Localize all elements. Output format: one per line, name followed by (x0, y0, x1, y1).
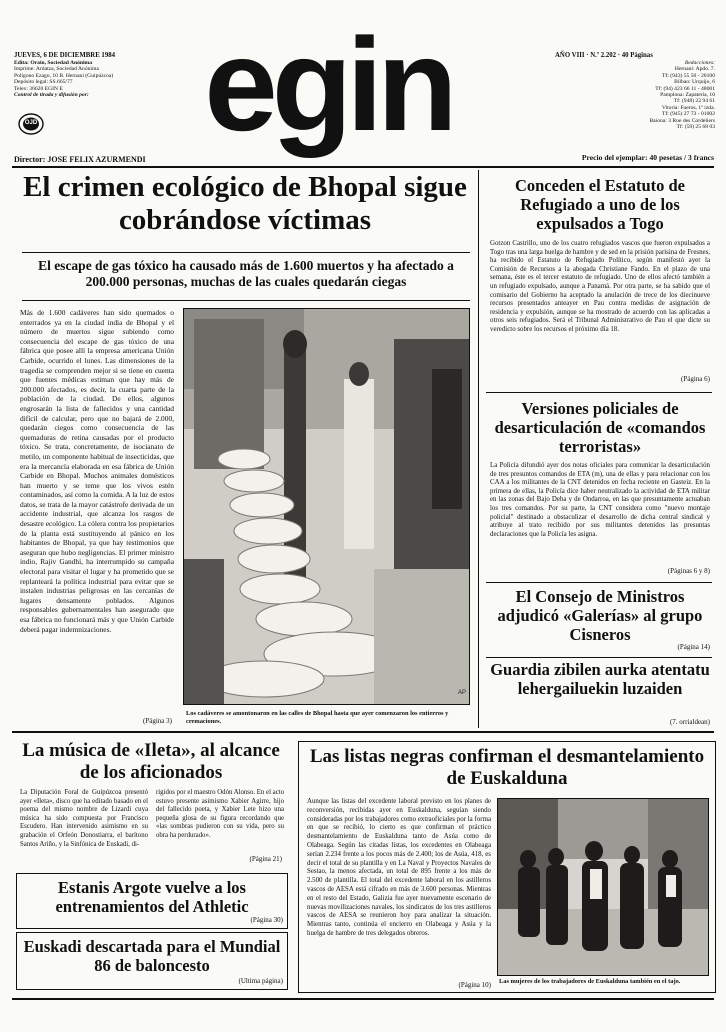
bhopal-photo (183, 308, 470, 705)
argote-box (16, 873, 288, 929)
masthead-rule (12, 166, 714, 168)
euskalduna-page-ref: (Página 10) (458, 981, 491, 989)
column-divider (478, 170, 479, 728)
galerias-page-ref: (Página 14) (677, 643, 710, 651)
euskalduna-headline: Las listas negras confirman el desmantelamiento de Euskalduna (309, 746, 705, 789)
masthead-right (555, 52, 715, 130)
policia-body: La Policía difundió ayer dos notas oficiales para comunicar la desarticulación de tres presuntos comandos de ETA (m), una de ellas y para relacionar con los CAA a los militantes de la CNT detenidos en fecha reciente en Gasteiz. En la primera de ellas, la Policía dice haber neutralizado la actividad de ETA militar en las zonas del Bajo Deba y de Ondarroa, en las que presuntamente actuaban los tres comandos. Por su parte, la CNT considera como "nuevo montaje policial" destinado a obstaculizar el desarrollo de dicha central sindical y atribuye al trato recibido por sus militantes detenidos las presuntas declaraciones que la Policía les asigna. (490, 462, 710, 538)
address-line: Tf: (948) 22 94 61 (673, 98, 715, 105)
togo-body: Gotzon Castrillo, uno de los cuatro refugiados vascos que fueron expulsados a Togo tras una larga huelga de hambre y de sed en la prisión parisina de Fresnes, ha recibido el Estatuto de Refugiado Político, según manifestó ayer la Comisión de Recursos a la abogada Christiane Fando. En el plazo de una semana, éste es el tercer estatuto de refugiado. Uno de ellos afectó también a un refugiado expulsado, aunque a Panamá. Por otra parte, se ha sabido que el comisario del Gobierno ha aceptado la anulación de trece de los diecinueve recursos presentados anteayer en Pau contra medidas de asignación de residencia y expulsión, aunque se ha mostrado de acuerdo con las aplicadas a otros seis refugiados. Será el Tribunal Administrativo de Pau el que dicte su veredicto sobre los recursos el próximo día 18. (490, 240, 710, 333)
address-line: Tf: (59) 25 68 03 (676, 124, 715, 131)
togo-headline: Conceden el Estatuto de Refugiado a uno de los expulsados a Togo (514, 176, 686, 233)
ojd-seal (18, 112, 44, 136)
mundial-headline: Euskadi descartada para el Mundial 86 de baloncesto (23, 937, 281, 975)
bhopal-caption: Los cadáveres se amontonaron en las calles de Bhopal hasta que ayer comenzaron los entierros y cremaciones. (186, 710, 449, 725)
euskalduna-photo (497, 798, 709, 976)
masthead-date: JUEVES, 6 DE DICIEMBRE 1984 (14, 52, 116, 59)
ileta-body-col2: rigidos por el maestro Odón Alonso. En el acto estuvo presente asimismo Xabier Agirre, hijo del fallecido poeta, y Xabier Lete hizo una pequeña glosa de su figura recordando que «las sombras pudieron con su vida, pero su obra ha perdurado». (156, 789, 284, 839)
director-line: Director: JOSE FELIX AZURMENDI (14, 155, 146, 164)
masthead-logo: egin (204, 11, 452, 158)
ileta-page-ref: (Página 21) (249, 855, 282, 863)
imprint-line: Telex: 36620 EGIN E (14, 85, 63, 92)
euskalduna-photo-image (498, 799, 709, 976)
lead-page-ref: (Página 3) (143, 717, 172, 725)
guardia-page-ref: (7. orrialdean) (669, 718, 710, 726)
photo-credit: AP (457, 690, 466, 696)
price-line: Precio del ejemplar: 40 pesetas / 3 francs (581, 153, 714, 162)
address-line: Tf: (94) 423 66 11 - 48001 (655, 85, 715, 92)
story-rule (486, 657, 712, 658)
bottom-rule (12, 998, 714, 1000)
address-line: Tf: (945) 27 73 - 01002 (662, 111, 715, 118)
ileta-headline: La música de «Ileta», al alcance de los aficionados (22, 740, 280, 783)
address-line: Baiona: 3 Rue des Cordeliers (649, 117, 715, 124)
euskalduna-box (298, 741, 716, 993)
bhopal-photo-image (184, 309, 470, 705)
togo-page-ref: (Página 6) (681, 375, 710, 383)
address-line: Tf: (943) 55 50 - 20100 (662, 72, 715, 79)
address-line: Hernani: Apdo. 7. (674, 66, 715, 73)
policia-page-ref: (Páginas 6 y 8) (667, 567, 710, 575)
guardia-headline: Guardia zibilen aurka atentatu lehergailuekin luzaiden (490, 660, 710, 698)
imprint-line: Edita: Orain, Sociedad Anónima (14, 60, 93, 66)
imprint-line: Polígono Ezago, 10 B. Hernani (Guipúzcoa) (14, 72, 114, 79)
address-line: Redacciones: (684, 60, 715, 66)
mundial-page-ref: (Ultima página) (238, 977, 283, 985)
address-line: Vitoria: Fueros, 1º izda. (661, 104, 715, 111)
address-line: Pamplona: Zapatería, 10 (660, 92, 715, 99)
ojd-label: OJD (24, 120, 38, 126)
ileta-body-col1: La Diputación Foral de Guipúzcoa presentó ayer «Ileta», disco que ha editado basado en el poema del mismo nombre de Lizardi cuya música ha sido compuesta por Francisco Escudero. Han intervenido asimismo en su grabación el Orfeón Donostiarra, el barítono Santos Ariño, y la Sinfónica de Euskadi, di- (20, 789, 148, 848)
imprint-line: Control de tirada y difusión por: (14, 92, 89, 99)
mundial-box (16, 932, 288, 990)
argote-headline: Estanis Argote vuelve a los entrenamientos del Athletic (55, 878, 249, 916)
galerias-headline: El Consejo de Ministros adjudicó «Galerías» al grupo Cisneros (497, 587, 703, 644)
euskalduna-body: Aunque las listas del excedente laboral previsto en los planes de reconversión, recibidas ayer en Euskalduna, seguían siendo consideradas por los trabajadores como extraoficiales por la forma en que se recibió, lo cierto es que confirman el práctico desmantelamiento de Euskalduna tanto de Asúa como de Olabeaga. Según las citadas listas, los excedentes en Olabeaga serían 2.234 frente a los pocos más de 2.400; los de Asúa, 418, es decir el total de su plantilla y en La Naval y Proyectos Navales de Sestao, la menos afectada, un total de 895 frente a los más de 2.500 de plantilla. El total del excedente laboral en los astilleros vascos de AESA está cifrado en más de 3.600 personas. Mientras en el resto del Estado, Galizia fue ayer nuevamente escenario de nuevas movilizaciones navales, los sindicatos de los tres astilleros vascos de AESA se reunieron hoy para analizar la situación. Mientras tanto, continúa el encierro en Olabeaga y Asúa y la huelga de hambre de tres delegados obreros. (307, 798, 491, 937)
lead-rule (22, 252, 470, 253)
story-rule (486, 582, 712, 583)
euskalduna-caption: Las mujeres de los trabajadores de Euskalduna también en el tajo. (499, 978, 681, 985)
masthead-imprint (14, 52, 164, 98)
lead-body: Más de 1.600 cadáveres han sido quemados o enterrados ya en la ciudad india de Bhopal y el número de muertos sigue subiendo como consecuencia del escape de gas tóxico de una fábrica que posee allí la empresa americana Unión Carbide, ocurrido el lunes. Las dimensiones de la tragedia se comprenden mejor si se tiene en cuenta que fuentes médicas estiman que hay más de 200.000 afectados, es decir, la cuarta parte de la población de la ciudad. De ellos, algunos engrosarán la lista de fallecidos y una cantidad difícil de calcular, pero que no bajará de 2.000, quedarán ciegos como consecuencia de las quemaduras de retina causadas por el producto tóxico. Se trata, concretamente, de isocianato de metilo, un componente habitual de insecticidas, que era la mercancía elaborada en esa fábrica de Unión Carbide en Bhopal. Muchos animales domésticos han muerto y se teme que los vivos estén contaminados, así como la comida. A la luz de estos datos, se trata de la mayor catástrofe derivada de un accidente industrial, que alcanza los rasgos de desastre ecológico. La cólera contra los propietarios de la planta está sustituyendo al pánico en los habitantes de Bhopal, ya que hay testimonios que aseguran que hubo negligencias. El primer ministro indio, Rajiv Gandhi, ha interrumpido su campaña electoral para visitar el lugar y ha prometido que se replanteará la política industrial para evitar que se instalen industrias peligrosas en las cercanías de lugares densamente poblados. Algunos responsables gubernamentales han asegurado que esa fábrica no funcionará más y que Unión Carbide deberá pagar indemnizaciones. (20, 308, 174, 634)
policia-headline: Versiones policiales de desarticulación de «comandos terroristas» (494, 399, 706, 456)
lead-rule (22, 300, 470, 301)
argote-page-ref: (Página 30) (250, 916, 283, 924)
imprint-line: Imprime: Ardatza, Sociedad Anónima (14, 66, 99, 73)
address-line: Bilbao: Urquijo, 6 (674, 79, 715, 86)
edition-info: AÑO VIII · N.º 2.202 · 40 Páginas (555, 52, 653, 59)
lead-headline: El crimen ecológico de Bhopal sigue cobrándose víctimas (23, 171, 467, 236)
section-rule (12, 731, 714, 733)
imprint-line: Depósito legal: SS.665/77 (14, 79, 73, 86)
lead-subhead: El escape de gas tóxico ha causado más de 1.600 muertos y ha afectado a 200.000 personas, muchas de las cuales quedarán ciegas (38, 258, 454, 289)
story-rule (486, 392, 712, 393)
